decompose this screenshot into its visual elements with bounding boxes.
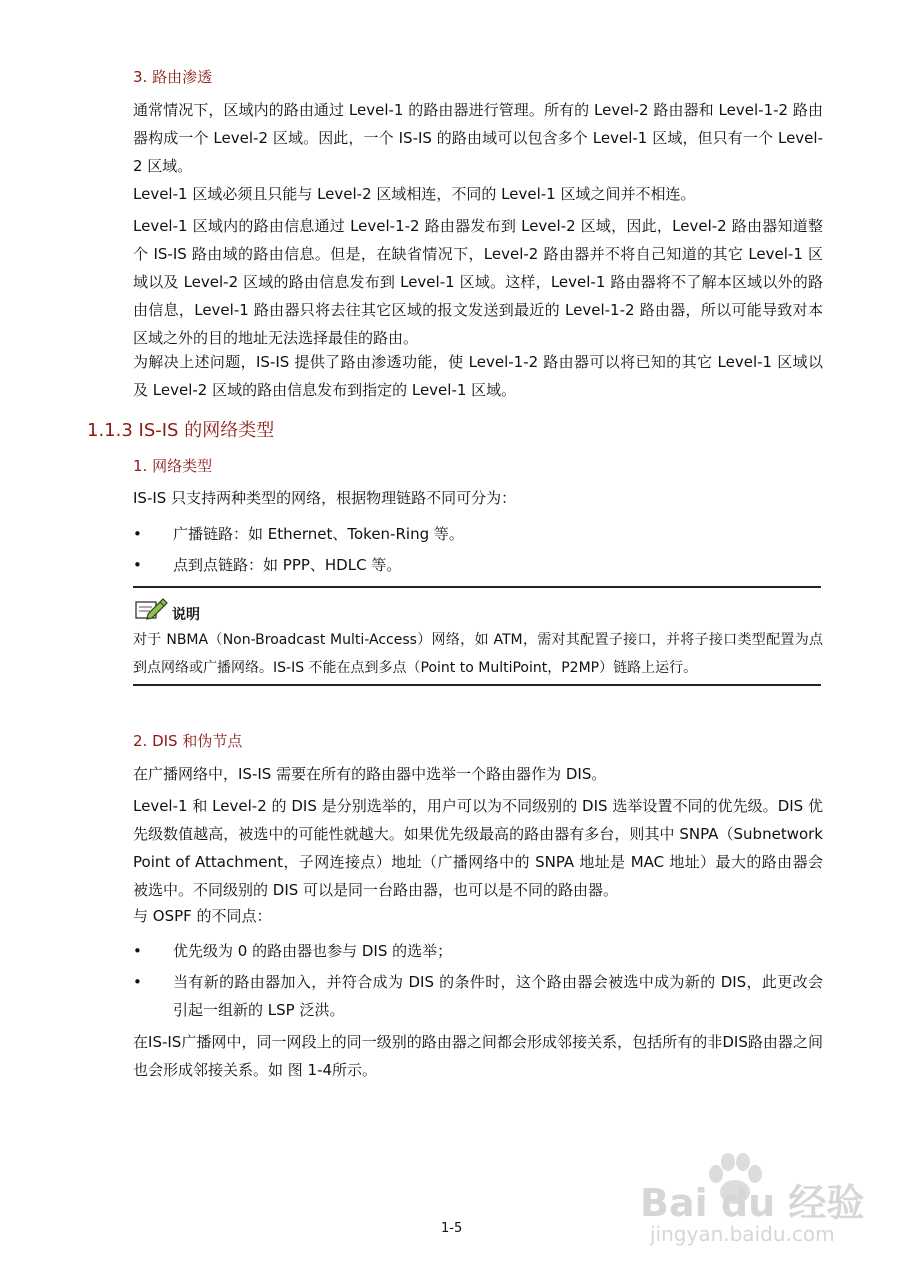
note-top-rule [133, 586, 821, 588]
watermark [640, 1150, 880, 1250]
list-item [133, 968, 823, 1024]
section-3-title: 3. 路由渗透 [133, 68, 213, 86]
paragraph: IS-IS 只支持两种类型的网络，根据物理链路不同可分为： [133, 489, 517, 507]
bullet-icon: • [133, 556, 142, 574]
bullet-icon: • [133, 942, 142, 960]
list-item-text: 点到点链路：如 PPP、HDLC 等。 [173, 556, 402, 574]
subsection-1-title: 1. 网络类型 [133, 457, 213, 475]
paragraph: 在IS-IS广播网中，同一网段上的同一级别的路由器之间都会形成邻接关系，包括所有的非DIS路由器之间也会形成邻接关系。如 图 1-4所示。 [133, 1033, 823, 1079]
paragraph: 为解决上述问题，IS-IS 提供了路由渗透功能，使 Level-1-2 路由器可以将已知的其它 Level-1 区域以及 Level-2 区域的路由信息发布到指定的 Level-1 区域。 [133, 353, 823, 399]
note-text: 对于 NBMA（Non-Broadcast Multi-Access）网络，如 ATM，需对其配置子接口，并将子接口类型配置为点到点网络或广播网络。IS-IS 不能在点到多点（Point to MultiPoint，P2MP）链路上运行。 [133, 632, 823, 676]
note-label: 说明 [172, 607, 200, 623]
list-item [133, 551, 823, 579]
list-item [133, 937, 823, 965]
paragraph: 在广播网络中，IS-IS 需要在所有的路由器中选举一个路由器作为 DIS。 [133, 765, 607, 783]
subsection-2-title: 2. DIS 和伪节点 [133, 732, 243, 750]
paragraph: 与 OSPF 的不同点： [133, 907, 272, 925]
list-item-text: 当有新的路由器加入，并符合成为 DIS 的条件时，这个路由器会被选中成为新的 DIS，此更改会引起一组新的 LSP 泛洪。 [173, 973, 823, 1019]
watermark-brand: Bai du 经验 [640, 1181, 865, 1225]
bullet-icon: • [133, 973, 142, 991]
paragraph: Level-1 区域必须且只能与 Level-2 区域相连，不同的 Level-1 区域之间并不相连。 [133, 185, 696, 203]
section-1-1-3-title: 1.1.3 IS-IS 的网络类型 [87, 420, 275, 441]
note-bottom-rule [133, 684, 821, 686]
watermark-url: jingyan.baidu.com [650, 1222, 835, 1246]
paragraph: 通常情况下，区域内的路由通过 Level-1 的路由器进行管理。所有的 Level-2 路由器和 Level-1-2 路由器构成一个 Level-2 区域。因此，一个 IS-IS 的路由域可以包含多个 Level-1 区域，但只有一个 Level-2 区域。 [133, 101, 823, 175]
list-item-text: 优先级为 0 的路由器也参与 DIS 的选举； [173, 942, 453, 960]
note-icon [134, 596, 168, 622]
bullet-icon: • [133, 525, 142, 543]
paragraph: Level-1 区域内的路由信息通过 Level-1-2 路由器发布到 Level-2 区域，因此，Level-2 路由器知道整个 IS-IS 路由域的路由信息。但是，在缺省情况下，Level-2 路由器并不将自己知道的其它 Level-1 区域以及 Level-2 区域的路由信息发布到 Level-1 区域。这样，Level-1 路由器将不了解本区域以外的路由信息，Level-1 路由器只将去往其它区域的报文发送到最近的 Level-1-2 路由器，所以可能导致对本区域之外的目的地址无法选择最佳的路由。 [133, 217, 823, 347]
list-item [133, 520, 823, 548]
paragraph: Level-1 和 Level-2 的 DIS 是分别选举的，用户可以为不同级别的 DIS 选举设置不同的优先级。DIS 优先级数值越高，被选中的可能性就越大。如果优先级最高的路由器有多台，则其中 SNPA（Subnetwork Point of Attachment，子网连接点）地址（广播网络中的 SNPA 地址是 MAC 地址）最大的路由器会被选中。不同级别的 DIS 可以是同一台路由器，也可以是不同的路由器。 [133, 797, 823, 899]
list-item-text: 广播链路：如 Ethernet、Token-Ring 等。 [173, 525, 464, 543]
page-number: 1-5 [441, 1221, 463, 1236]
